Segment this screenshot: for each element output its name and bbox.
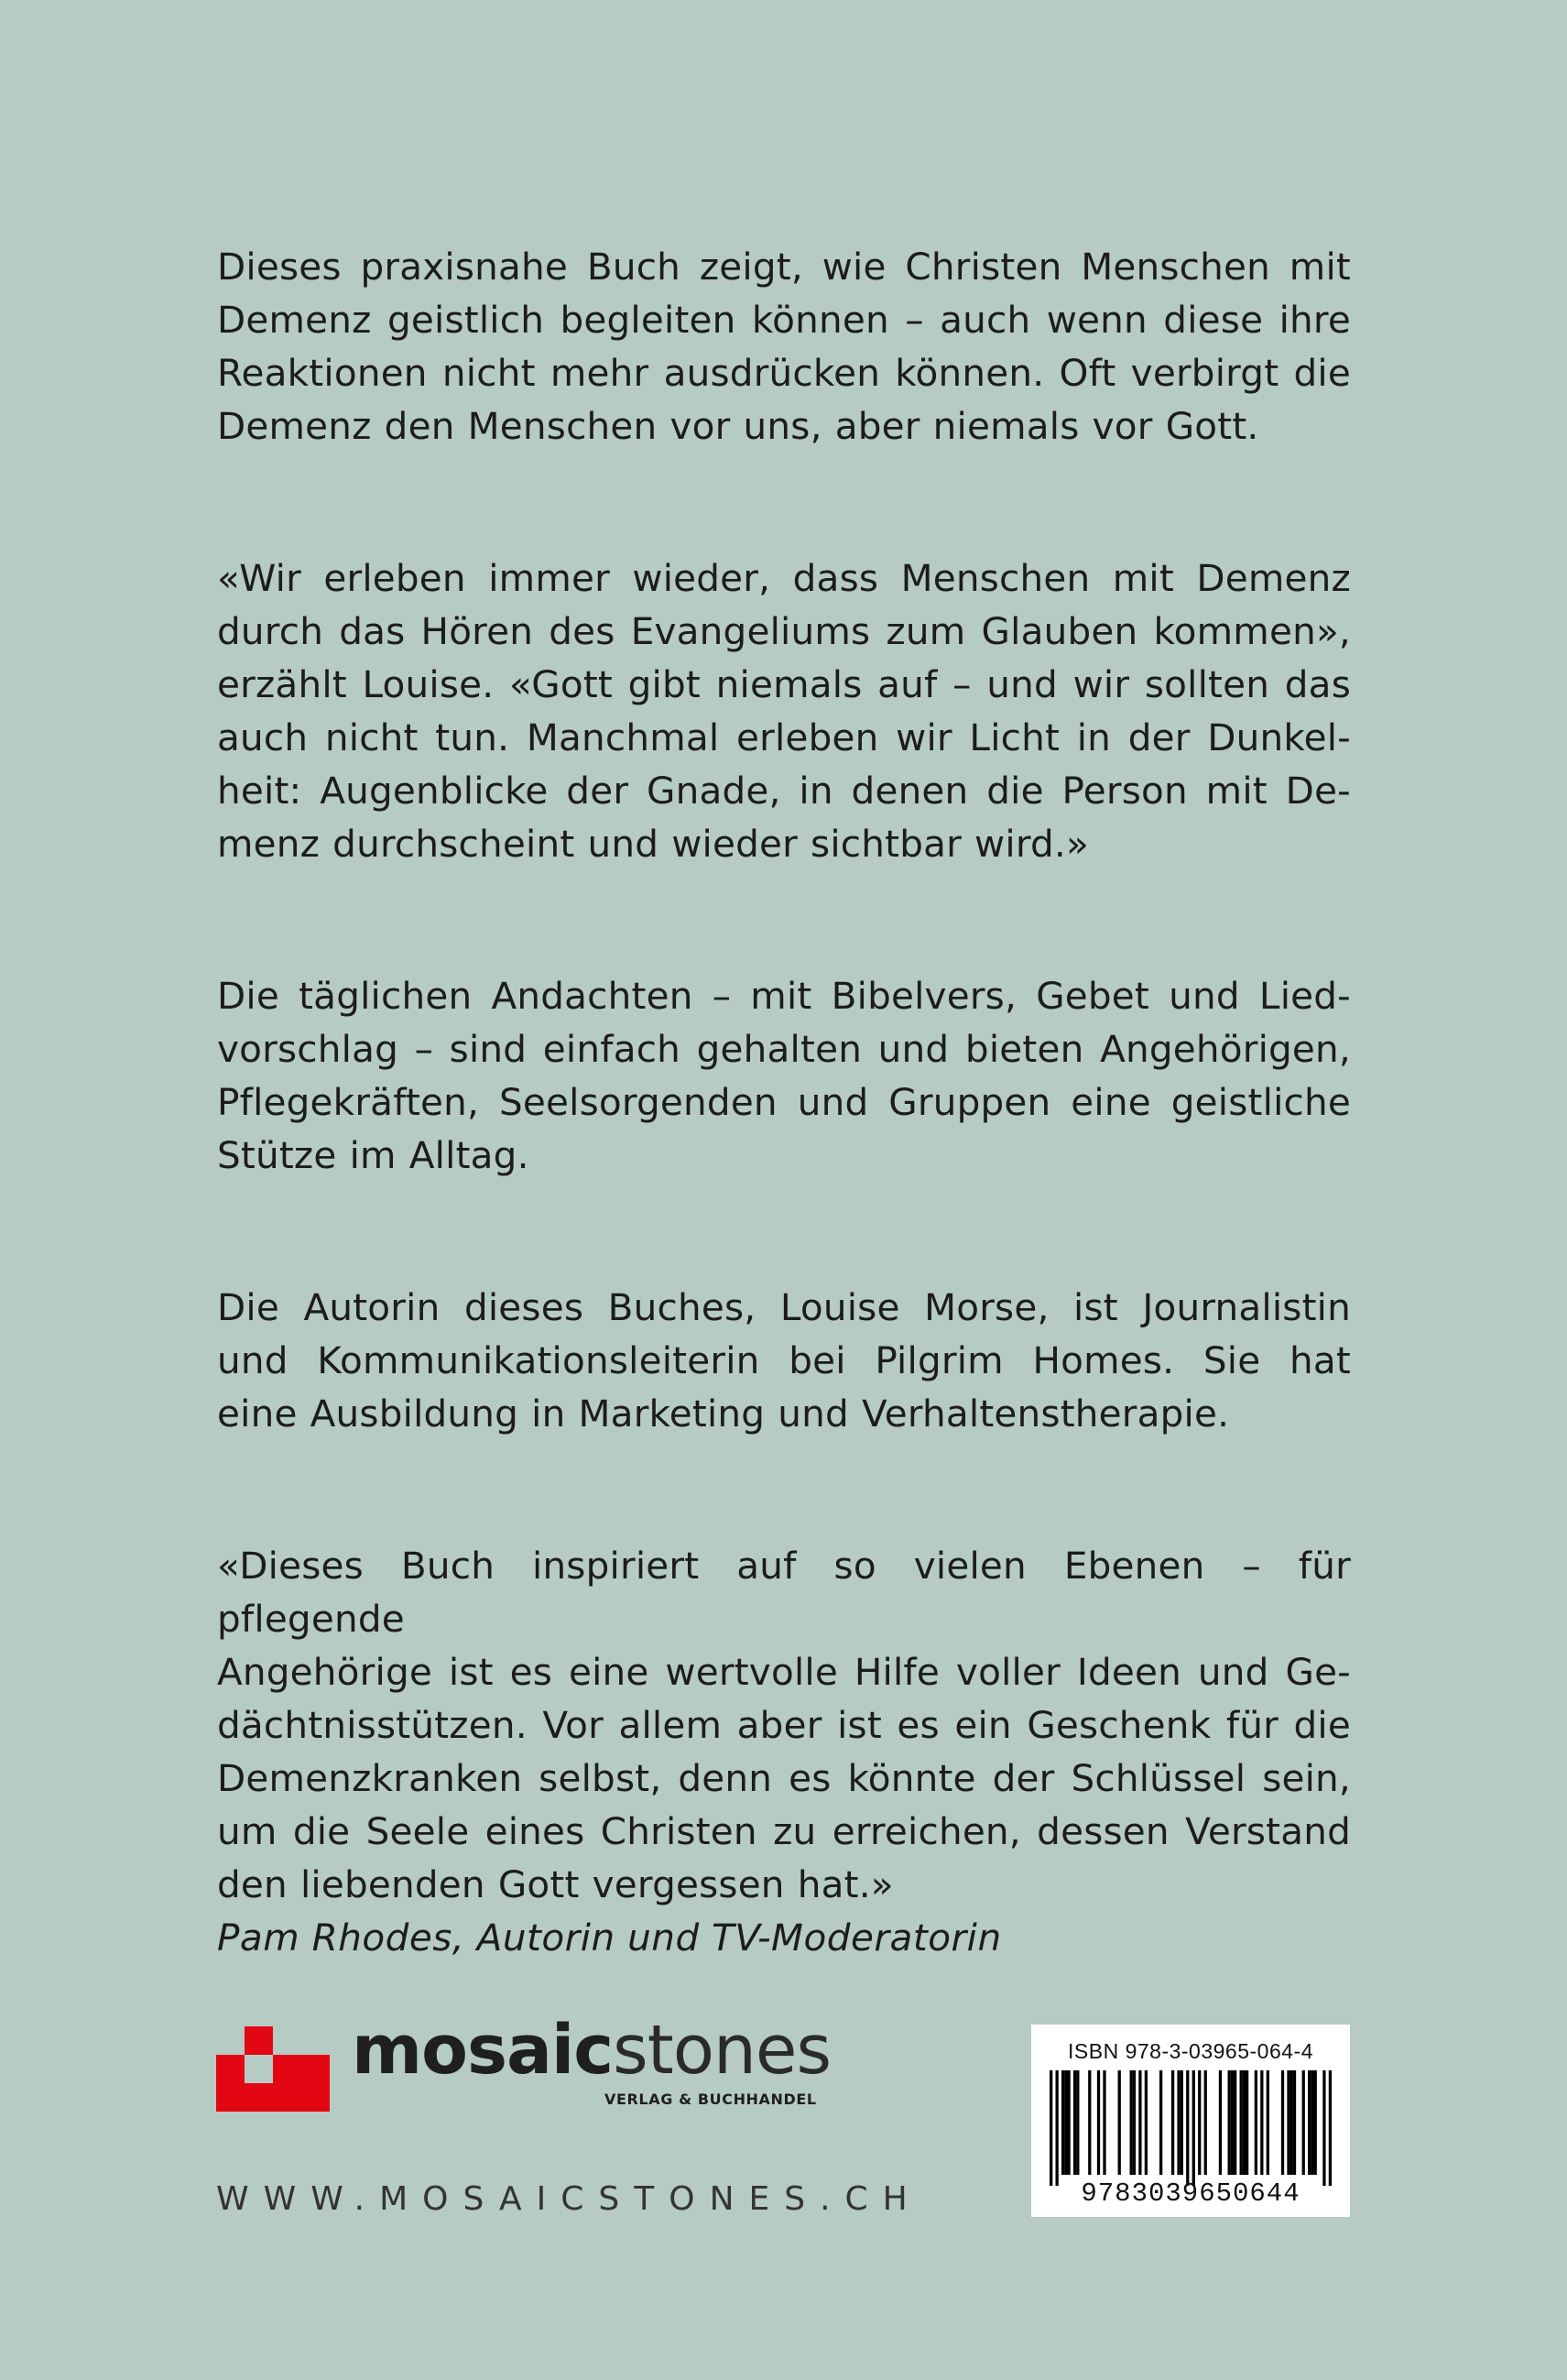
text-line: Pflegekräften, Seelsorgenden und Gruppen eine geistliche (217, 1080, 1351, 1124)
barcode-bar (1073, 2070, 1076, 2175)
barcode-bar (1231, 2070, 1234, 2175)
text-line: Demenz den Menschen vor uns, aber niemals vor Gott. (217, 404, 1259, 448)
author-quote-paragraph (217, 551, 1351, 870)
barcode-bar (1314, 2070, 1317, 2175)
text-line: eine Ausbildung in Marketing und Verhaltenstherapie. (217, 1392, 1230, 1436)
barcode-bar (1243, 2070, 1246, 2175)
barcode-bar (1177, 2070, 1180, 2175)
barcode-bar (1219, 2070, 1222, 2175)
barcode-bar (1311, 2070, 1313, 2175)
ean-digits: 9783039650644 (1081, 2178, 1300, 2209)
text-line: Angehörige ist es eine wertvolle Hilfe voller Ideen und Ge- (217, 1650, 1351, 1694)
barcode-bar (1103, 2070, 1105, 2175)
barcode-bar (1130, 2070, 1133, 2175)
barcode-bar (1302, 2070, 1305, 2175)
logo-word-bold: mosaic (352, 2011, 614, 2090)
text-line: «Dieses Buch inspiriert auf so vielen Ebenen – für pflegende (217, 1544, 1351, 1641)
logo-wordmark (352, 2011, 831, 2090)
barcode-bar (1159, 2070, 1162, 2175)
text-line: Reaktionen nicht mehr ausdrücken können. Oft verbirgt die (217, 351, 1351, 395)
barcode-bar (1260, 2070, 1263, 2175)
text-line: Stütze im Alltag. (217, 1133, 529, 1177)
barcode-bar (1061, 2070, 1064, 2175)
text-line: menz durchscheint und wieder sichtbar wird.» (217, 822, 1089, 866)
barcode-bar (1234, 2070, 1236, 2175)
mosaic-square (245, 2083, 273, 2112)
barcode-bar (1228, 2070, 1231, 2175)
barcode-bar (1293, 2070, 1296, 2175)
barcode-bar (1267, 2070, 1269, 2175)
mosaic-square (216, 2055, 245, 2083)
barcode-bars (1050, 2070, 1332, 2186)
text-line: den liebenden Gott vergessen hat.» (217, 1862, 894, 1906)
barcode-bar (1192, 2070, 1195, 2186)
barcode-bar (1067, 2070, 1070, 2175)
barcode-bar (1198, 2070, 1201, 2175)
text-line: Die täglichen Andachten – mit Bibelvers, Gebet und Lied- (217, 974, 1351, 1018)
text-line: erzählt Louise. «Gott gibt niemals auf – und wir sollten das (217, 662, 1351, 706)
text-line: «Wir erleben immer wieder, dass Menschen mit Demenz (217, 556, 1351, 600)
barcode-bar (1145, 2070, 1148, 2175)
barcode-bar (1118, 2070, 1121, 2175)
isbn-barcode (1031, 2025, 1350, 2217)
mosaic-squares-icon (216, 2026, 330, 2112)
text-line: auch nicht tun. Manchmal erleben wir Licht in der Dunkel- (217, 715, 1351, 759)
barcode-bar (1181, 2070, 1183, 2175)
barcode-bar (1329, 2070, 1332, 2186)
endorsement-quote (217, 1539, 1351, 1911)
mosaic-square (273, 2055, 301, 2083)
text-line: Dieses praxisnahe Buch zeigt, wie Christen Menschen mit (217, 245, 1351, 289)
barcode-bar (1239, 2070, 1242, 2175)
text-line: dächtnisstützen. Vor allem aber ist es ein Geschenk für die (217, 1703, 1351, 1747)
devotions-paragraph (217, 969, 1351, 1182)
mosaic-square (301, 2055, 330, 2083)
text-line: Demenzkranken selbst, denn es könnte der Schlüssel sein, (217, 1756, 1351, 1800)
website-url: WWW.MOSAICSTONES.CH (216, 2180, 922, 2218)
barcode-bar (1246, 2070, 1248, 2175)
mosaic-square (301, 2083, 330, 2112)
barcode-bar (1186, 2070, 1189, 2186)
barcode-bar (1171, 2070, 1174, 2175)
barcode-bar (1138, 2070, 1141, 2175)
barcode-bar (1255, 2070, 1257, 2175)
text-line: heit: Augenblicke der Gnade, in denen die Person mit De- (217, 769, 1351, 813)
barcode-bar (1204, 2070, 1207, 2175)
barcode-bar (1281, 2070, 1284, 2175)
barcode-bar (1133, 2070, 1136, 2175)
mosaic-square (216, 2083, 245, 2112)
barcode-bar (1076, 2070, 1079, 2175)
text-line: um die Seele eines Christen zu erreichen, dessen Verstand (217, 1809, 1351, 1853)
mosaic-square (245, 2026, 273, 2055)
barcode-bar (1290, 2070, 1293, 2175)
mosaic-square (273, 2083, 301, 2112)
logo-subtitle: VERLAG & BUCHHANDEL (604, 2091, 817, 2108)
barcode-bar (1064, 2070, 1067, 2175)
text-line: durch das Hören des Evangeliums zum Glauben kommen», (217, 609, 1351, 653)
intro-paragraph (217, 240, 1351, 453)
barcode-bar (1050, 2070, 1052, 2186)
logo-word-light: stones (613, 2011, 831, 2090)
endorsement-attribution: Pam Rhodes, Autorin und TV-Moderatorin (217, 1916, 1002, 1960)
text-line: und Kommunikationsleiterin bei Pilgrim Homes. Sie hat (217, 1338, 1351, 1382)
author-bio-paragraph (217, 1281, 1351, 1440)
back-cover-text (217, 240, 1351, 1964)
barcode-bar (1097, 2070, 1100, 2175)
barcode-bar (1088, 2070, 1091, 2175)
text-line: Demenz geistlich begleiten können – auch wenn diese ihre (217, 298, 1351, 342)
text-line: Die Autorin dieses Buches, Louise Morse, ist Journalistin (217, 1285, 1351, 1329)
barcode-bar (1308, 2070, 1311, 2175)
barcode-bar (1322, 2070, 1325, 2186)
text-line: vorschlag – sind einfach gehalten und bieten Angehörigen, (217, 1027, 1351, 1071)
publisher-logo (216, 2011, 857, 2116)
barcode-bar (1287, 2070, 1290, 2175)
isbn-label: ISBN 978-3-03965-064-4 (1068, 2039, 1313, 2063)
barcode-bar (1055, 2070, 1058, 2186)
